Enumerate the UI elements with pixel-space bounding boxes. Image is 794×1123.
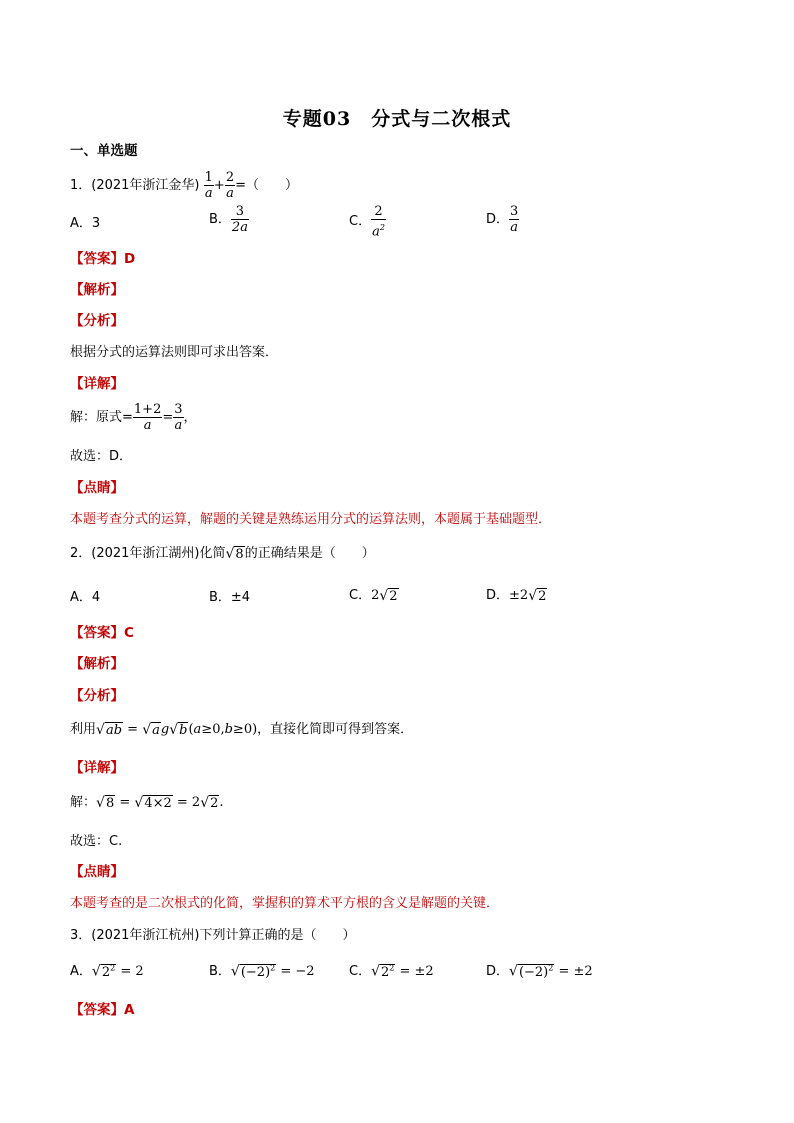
section-heading: 一、单选题 [70,143,138,159]
q2-detail: 解：√8 = √4×2 = 2√2. [70,794,224,811]
q2-option-c: C．2√2 [349,587,398,604]
q1-comment-text: 本题考查分式的运算，解题的关键是熟练运用分式的运算法则，本题属于基础题型． [70,512,552,527]
q1-comment-label: 【点睛】 [70,480,124,496]
q2-choose: 故选：C. [70,834,123,849]
q2-option-d: D．±2√2 [486,587,547,604]
q1-detail: 解：原式= $\frac{1+2}{a}$ = $\frac{3}{a}$ ， [70,402,197,433]
q2-detail-label: 【详解】 [70,760,124,776]
q2-comment-text: 本题考查的是二次根式的化简，掌握积的算术平方根的含义是解题的关键． [70,896,500,911]
q1-choose: 故选：D． [70,449,133,464]
q3-answer: 【答案】A [70,1002,135,1018]
q3-option-b: B．$√(-2)^2 = -2$ [209,963,315,980]
page-title: 专题03 分式与二次根式 [282,108,512,130]
q2-analysis-label: 【解析】 [70,656,124,672]
q1-answer: 【答案】D [70,251,136,267]
q2-fenxi: 利用√ab = √ag√b(a≥0,b≥0)，直接化简即可得到答案． [70,721,414,738]
q1-option-b: B． $\frac{3}{2a}$ [209,204,248,235]
q1-paren: =（ ） [235,178,299,193]
q3-option-d: D．$√(-2)^2 = \pm 2$ [486,963,593,980]
q2-option-a: A．4 [70,590,101,605]
q1-fenxi-label: 【分析】 [70,313,124,329]
q1-fenxi-text: 根据分式的运算法则即可求出答案． [70,345,279,360]
q1-stem: 1．(2021年浙江金华) [70,178,200,193]
question-1: 1．(2021年浙江金华) $\frac{1}{a}$ + $\frac{2}{a}$ =（ ） [70,170,299,201]
question-2: 2．(2021年浙江湖州)化简√8的正确结果是（ ） [70,545,375,562]
q2-fenxi-label: 【分析】 [70,688,124,704]
question-3: 3．(2021年浙江杭州)下列计算正确的是（ ） [70,928,356,943]
q1-option-c: C． $\frac{2}{a^2}$ [349,204,385,240]
q1-frac-2: $\frac{2}{a}$ [225,170,235,201]
q2-option-b: B．±4 [209,590,251,605]
q1-analysis-label: 【解析】 [70,282,124,298]
q1-frac-1: $\frac{1}{a}$ [204,170,213,201]
q1-option-d: D． $\frac{3}{a}$ [486,204,519,235]
q3-option-a: A．$√2^2 = 2$ [70,963,144,980]
q2-answer: 【答案】C [70,625,134,641]
q2-comment-label: 【点睛】 [70,864,124,880]
q1-option-a: A．3 [70,216,101,231]
q3-option-c: C．$√2^2 = \pm 2$ [349,963,434,980]
q1-detail-label: 【详解】 [70,376,124,392]
